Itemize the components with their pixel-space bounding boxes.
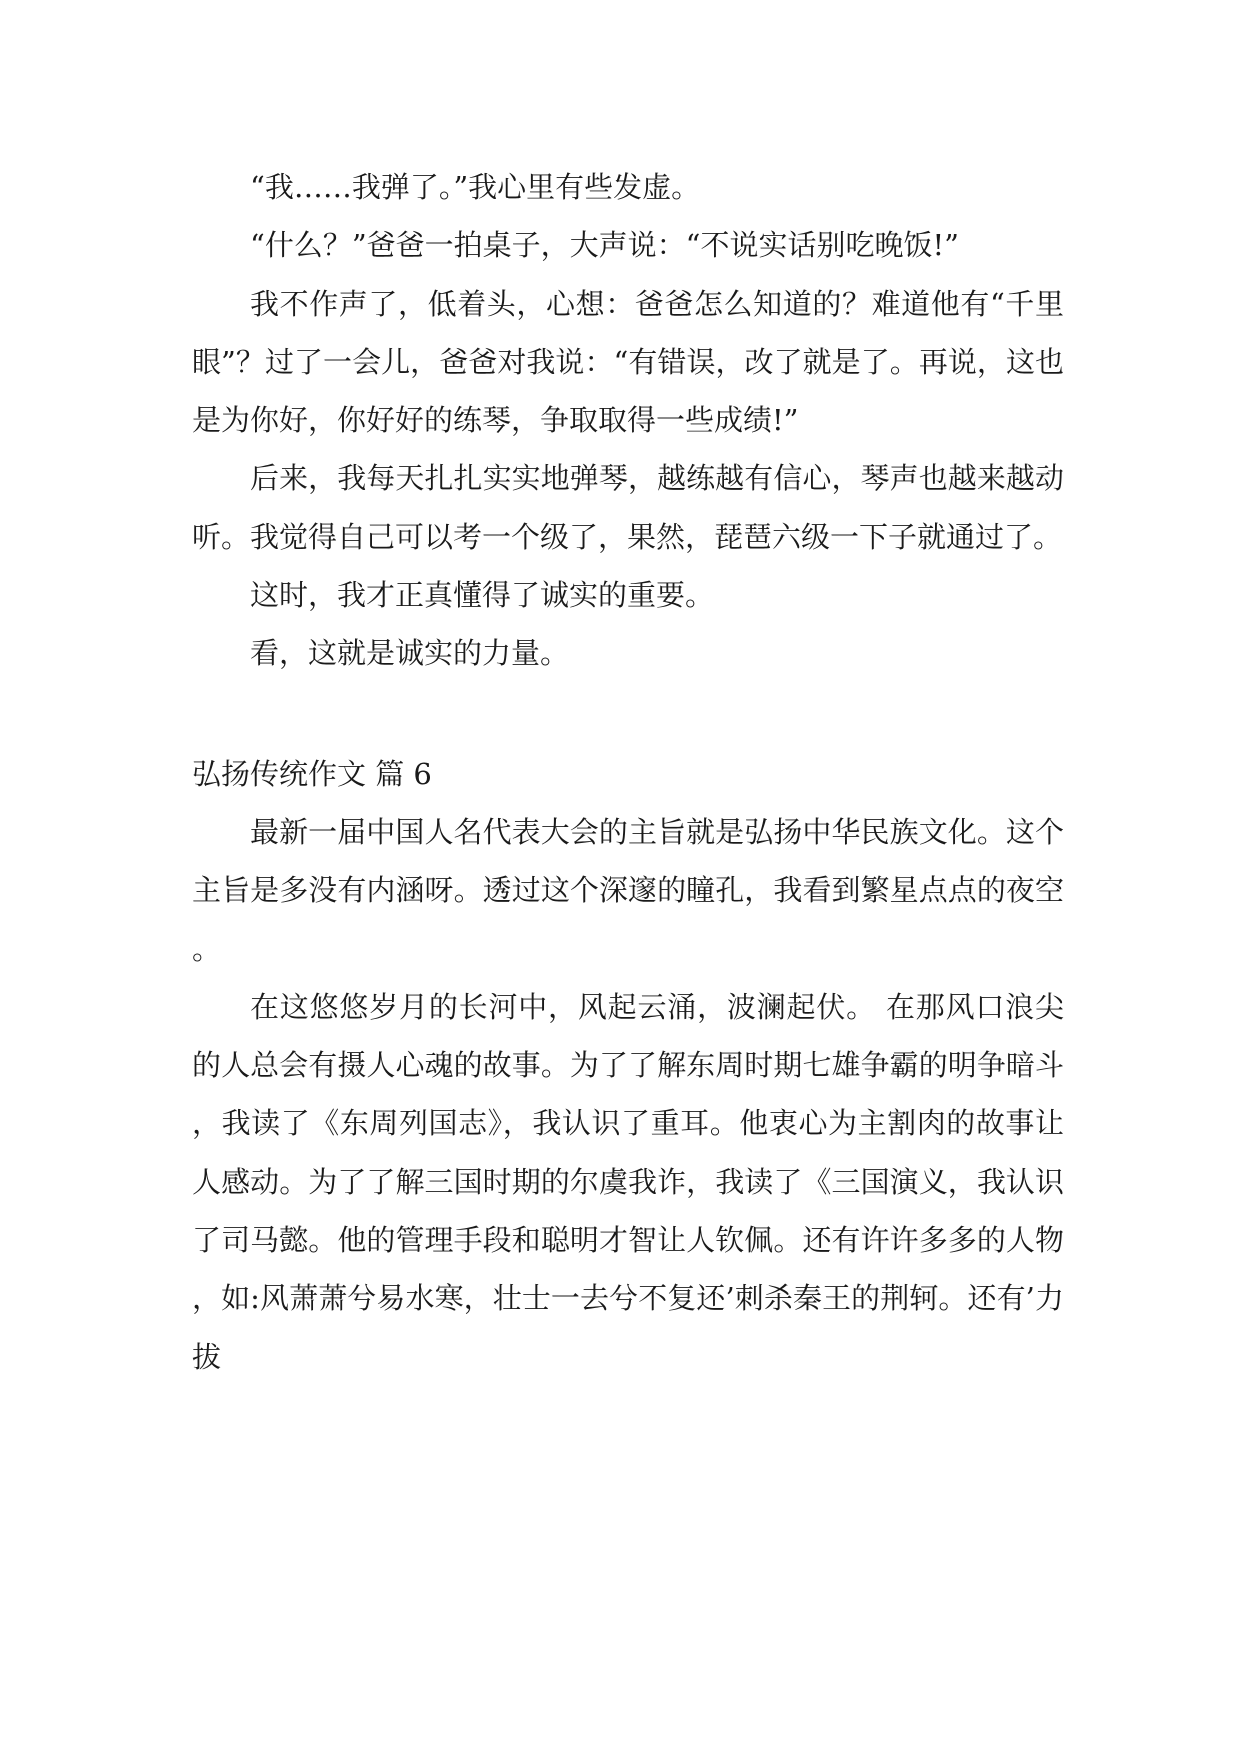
section-heading: 弘扬传统作文 篇 6: [192, 756, 432, 791]
document-body: [192, 158, 1064, 1386]
paragraph: 最新一届中国人名代表大会的主旨就是弘扬中华民族文化。这个主旨是多没有内涵呀。透过这个深邃的瞳孔，我看到繁星点点的夜空。: [192, 814, 1064, 966]
paragraph: 看，这就是诚实的力量。: [250, 636, 570, 671]
paragraph: 这时，我才正真懂得了诚实的重要。: [250, 578, 715, 613]
paragraph: “什么？”爸爸一拍桌子，大声说：“不说实话别吃晚饭!”: [250, 228, 959, 263]
paragraph: 在这悠悠岁月的长河中，风起云涌，波澜起伏。 在那风口浪尖的人总会有摄人心魂的故事。为了了解东周时期七雄争霸的明争暗斗，我读了《东周列国志》，我认识了重耳。他衷心为主割肉的故事让人感动。为了了解三国时期的尔虞我诈，我读了《三国演义，我认识了司马懿。他的管理手段和聪明才智让人钦佩。还有许许多多的人物，如:风萧萧兮易水寒，壮士一去兮不复还’刺杀秦王的荆轲。还有’力拔: [192, 989, 1064, 1374]
paragraph: 后来，我每天扎扎实实地弹琴，越练越有信心，琴声也越来越动听。我觉得自己可以考一个级了，果然，琵琶六级一下子就通过了。: [192, 461, 1064, 554]
paragraph: 我不作声了，低着头，心想：爸爸怎么知道的？难道他有“千里眼”？过了一会儿，爸爸对我说：“有错误，改了就是了。再说，这也是为你好，你好好的练琴，争取取得一些成绩!”: [192, 286, 1064, 438]
section-spacer: [192, 683, 1064, 745]
paragraph: “我……我弹了。”我心里有些发虚。: [250, 170, 701, 204]
